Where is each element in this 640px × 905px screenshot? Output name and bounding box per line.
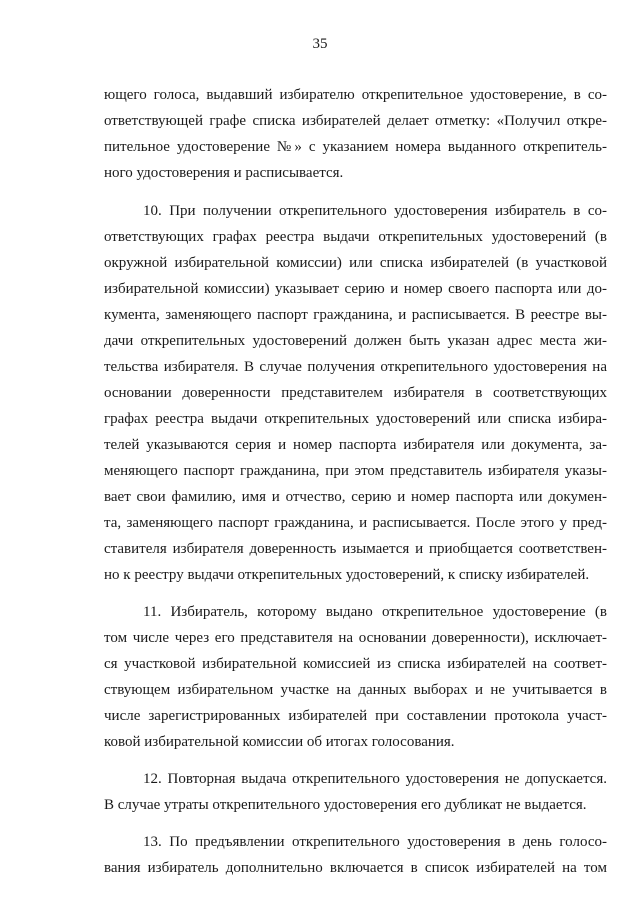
text-line: том числе через его представителя на основании доверенности), исключает- <box>104 630 607 646</box>
paragraph-10 <box>104 198 607 588</box>
text-line: телей указываются серия и номер паспорта избирателя или документа, за- <box>104 437 607 453</box>
text-line: ного удостоверения и расписывается. <box>104 165 344 181</box>
paragraph-13 <box>104 829 607 881</box>
text-line: пительное удостоверение №» с указанием номера выданного открепитель- <box>104 139 607 155</box>
text-line: графах реестра выдачи открепительных удостоверений или списка избира- <box>104 411 607 427</box>
page-number: 35 <box>312 36 328 52</box>
text-line: избирательной комиссии) указывает серию и номер своего паспорта или до- <box>104 281 607 297</box>
text-line: вания избиратель дополнительно включается в список избирателей на том <box>104 860 607 876</box>
text-line: основании доверенности представителем избирателя в соответствующих <box>104 385 607 401</box>
text-line: 10. При получении открепительного удостоверения избиратель в со- <box>143 203 607 219</box>
paragraph-11 <box>104 599 607 755</box>
text-line: меняющего паспорт гражданина, при этом представитель избирателя указы- <box>104 463 607 479</box>
text-line: ковой избирательной комиссии об итогах голосования. <box>104 734 455 750</box>
text-line: ставителя избирателя доверенность изымается и приобщается соответствен- <box>104 541 607 557</box>
text-line: та, заменяющего паспорт гражданина, и расписывается. После этого у пред- <box>104 515 607 531</box>
text-line: окружной избирательной комиссии) или списка избирателей (в участковой <box>104 255 607 271</box>
text-line: 13. По предъявлении открепительного удостоверения в день голосо- <box>143 834 607 850</box>
text-line: 12. Повторная выдача открепительного удостоверения не допускается. <box>143 771 607 787</box>
text-line: но к реестру выдачи открепительных удостоверений, к списку избирателей. <box>104 567 590 583</box>
text-line: тельства избирателя. В случае получения открепительного удостоверения на <box>104 359 607 375</box>
text-line: ся участковой избирательной комиссией из списка избирателей на соответ- <box>104 656 607 672</box>
text-line: ответствующих графах реестра выдачи открепительных удостоверений (в <box>104 229 607 245</box>
text-line: ответствующей графе списка избирателей делает отметку: «Получил откре- <box>104 113 607 129</box>
text-line: 11. Избиратель, которому выдано открепительное удостоверение (в <box>143 604 607 620</box>
text-line: вает свои фамилию, имя и отчество, серию и номер паспорта или докумен- <box>104 489 607 505</box>
text-line: числе зарегистрированных избирателей при составлении протокола участ- <box>104 708 607 724</box>
text-line: ющего голоса, выдавший избирателю открепительное удостоверение, в со- <box>104 87 607 103</box>
text-line: ствующем избирательном участке на данных выборах и не учитывается в <box>104 682 607 698</box>
text-line: дачи открепительных удостоверений должен быть указан адрес места жи- <box>104 333 607 349</box>
text-line: В случае утраты открепительного удостоверения его дубликат не выдается. <box>104 797 587 813</box>
paragraph-12 <box>104 766 607 818</box>
text-line: кумента, заменяющего паспорт гражданина, и расписывается. В реестре вы- <box>104 307 607 323</box>
document-body <box>104 82 607 881</box>
paragraph-continuation <box>104 82 607 186</box>
